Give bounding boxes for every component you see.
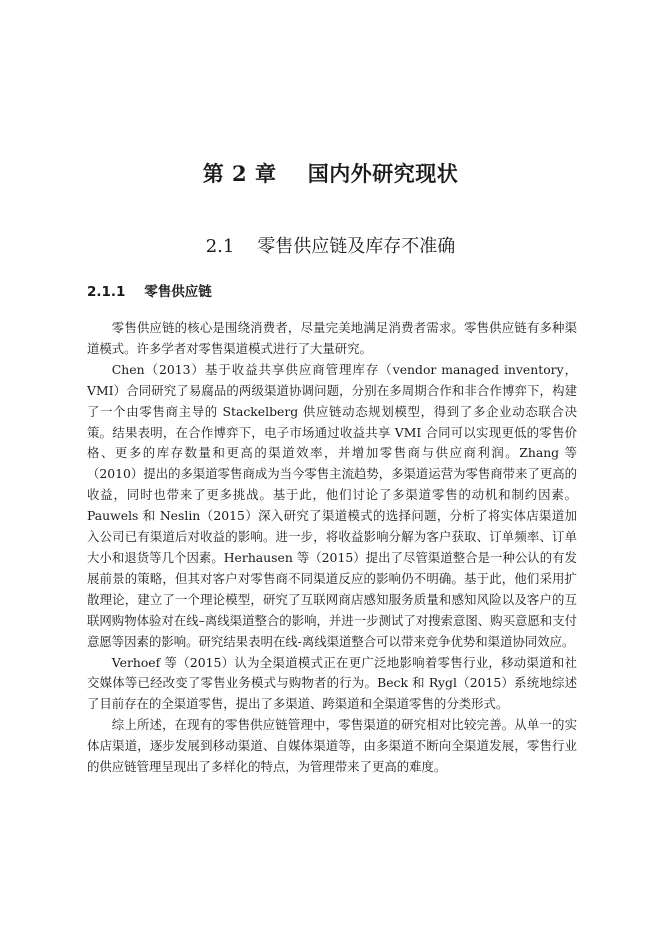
paragraph: 零售供应链的核心是围绕消费者，尽量完美地满足消费者需求。零售供应链有多种渠道模式。许多学者对零售渠道模式进行了大量研究。 [87, 320, 577, 356]
section-title: 2.1 零售供应链及库存不准确 [205, 236, 456, 257]
chapter-title: 第 2 章 国内外研究现状 [202, 161, 459, 186]
paragraph: 综上所述，在现有的零售供应链管理中，零售渠道的研究相对比较完善。从单一的实体店渠道，逐步发展到移动渠道、自媒体渠道等，由多渠道不断向全渠道发展，零售行业的供应链管理呈现出了多样化的特点，为管理带来了更高的难度。 [87, 717, 577, 775]
body-text [87, 318, 577, 778]
subsection-title: 2.1.1 零售供应链 [87, 284, 212, 300]
paragraph: Chen（2013）基于收益共享供应商管理库存（vendor managed inventory，VMI）合同研究了易腐品的两级渠道协调问题，分别在多周期合作和非合作博弈下，构建了一个由零售商主导的 Stackelberg 供应链动态规划模型，得到了多企业动态联合决策。结果表明，在合作博弈下，电子市场通过收益共享 VMI 合同可以实现更低的零售价格、更多的库存数量和更高的渠道效率，并增加零售商与供应商利润。Zhang 等（2010）提出的多渠道零售商成为当今零售主流趋势，多渠道运营为零售商带来了更高的收益，同时也带来了更多挑战。基于此，他们讨论了多渠道零售的动机和制约因素。Pauwels 和 Neslin（2015）深入研究了渠道模式的选择问题，分析了将实体店渠道加入公司已有渠道后对收益的影响。进一步，将收益影响分解为客户获取、订单频率、订单大小和退货等几个因素。Herhausen 等（2015）提出了尽管渠道整合是一种公认的有发展前景的策略，但其对客户对零售商不同渠道反应的影响仍不明确。基于此，他们采用扩散理论，建立了一个理论模型，研究了互联网商店感知服务质量和感知风险以及客户的互联网购物体验对在线–离线渠道整合的影响，并进一步测试了对搜索意图、购买意愿和支付意愿等因素的影响。研究结果表明在线-离线渠道整合可以带来竞争优势和渠道协同效应。 [87, 361, 577, 649]
paragraph: Verhoef 等（2015）认为全渠道模式正在更广泛地影响着零售行业，移动渠道和社交媒体等已经改变了零售业务模式与购物者的行为。Beck 和 Rygl（2015）系统地综述了目前存在的全渠道零售，提出了多渠道、跨渠道和全渠道零售的分类形式。 [87, 654, 577, 712]
